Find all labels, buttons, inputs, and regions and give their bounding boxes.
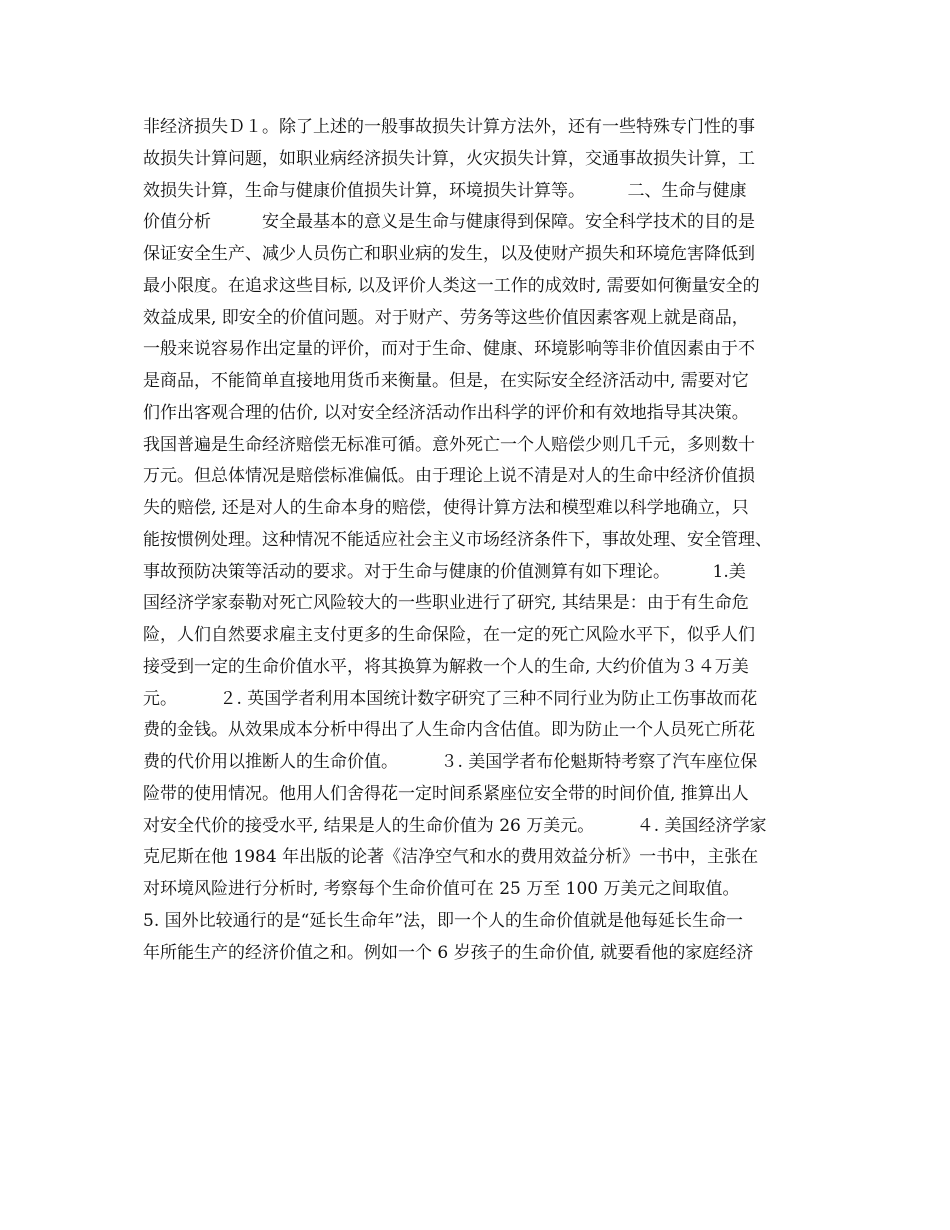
text-line: 失的赔偿, 还是对人的生命本身的赔偿，使得计算方法和模型难以科学地确立，只 (143, 498, 749, 518)
text-line: 接受到一定的生命价值水平，将其换算为解救一个人的生命, 大约价值为３４万美 (143, 656, 749, 677)
text-line: 国经济学家泰勒对死亡风险较大的一些职业进行了研究, 其结果是：由于有生命危 (143, 593, 749, 614)
body-text (143, 112, 823, 969)
text-line: 故损失计算问题，如职业病经济损失计算，火灾损失计算，交通事故损失计算，工 (143, 148, 755, 169)
text-line: 们作出客观合理的估价, 以对安全经济活动作出科学的评价和有效地指导其决策。 (143, 402, 749, 423)
text-line: 价值分析 安全最基本的意义是生命与健康得到保障。安全科学技术的目的是 (143, 212, 755, 233)
text-line: 万元。但总体情况是赔偿标准偏低。由于理论上说不清是对人的生命中经济价值损 (143, 466, 755, 487)
text-line: 费的金钱。从效果成本分析中得出了人生命内含估值。即为防止一个人员死亡所花 (143, 720, 755, 741)
text-line: 克尼斯在他 1984 年出版的论著《洁净空气和水的费用效益分析》一书中，主张在 (143, 847, 759, 868)
text-line: 元。 ２. 英国学者利用本国统计数字研究了三种不同行业为防止工伤事故而花 (143, 688, 758, 709)
text-line: 保证安全生产、减少人员伤亡和职业病的发生，以及使财产损失和环境危害降低到 (143, 244, 755, 264)
text-line: 是商品，不能简单直接地用货币来衡量。但是，在实际安全经济活动中, 需要对它 (143, 371, 749, 391)
text-line: 事故预防决策等活动的要求。对于生命与健康的价值测算有如下理论。 1.美 (143, 561, 746, 582)
text-line: 费的代价用以推断人的生命价值。 ３. 美国学者布伦魁斯特考察了汽车座位保 (143, 752, 758, 772)
text-line: 效益成果, 即安全的价值问题。对于财产、劳务等这些价值因素客观上就是商品， (143, 307, 749, 328)
text-line: 年所能生产的经济价值之和。例如一个 6 岁孩子的生命价值, 就要看他的家庭经济 (143, 942, 754, 963)
text-line: 非经济损失Ｄ１。除了上述的一般事故损失计算方法外，还有一些特殊专门性的事 (143, 117, 755, 137)
text-line: 对环境风险进行分析时, 考察每个生命价值可在 25 万至 100 万美元之间取值。 (143, 879, 740, 899)
text-line: 险带的使用情况。他用人们舍得花一定时间系紧座位安全带的时间价值, 推算出人 (143, 783, 749, 804)
text-line: 能按惯例处理。这种情况不能适应社会主义市场经济条件下，事故处理、安全管理、 (143, 529, 772, 550)
text-line: 险，人们自然要求雇主支付更多的生命保险，在一定的死亡风险水平下，似乎人们 (143, 625, 755, 645)
text-line: 最小限度。在追求这些目标, 以及评价人类这一工作的成效时, 需要如何衡量安全的 (143, 275, 760, 296)
text-line: 效损失计算，生命与健康价值损失计算，环境损失计算等。 二、生命与健康 (143, 180, 747, 201)
text-line: 一般来说容易作出定量的评价，而对于生命、健康、环境影响等非价值因素由于不 (143, 339, 755, 360)
text-line: 我国普遍是生命经济赔偿无标准可循。意外死亡一个人赔偿少则几千元，多则数十 (143, 434, 755, 455)
text-line: 5. 国外比较通行的是“延长生命年”法，即一个人的生命价值就是他每延长生命一 (143, 910, 744, 931)
text-line: 对安全代价的接受水平, 结果是人的生命价值为 26 万美元。 ４. 美国经济学家 (143, 815, 767, 836)
